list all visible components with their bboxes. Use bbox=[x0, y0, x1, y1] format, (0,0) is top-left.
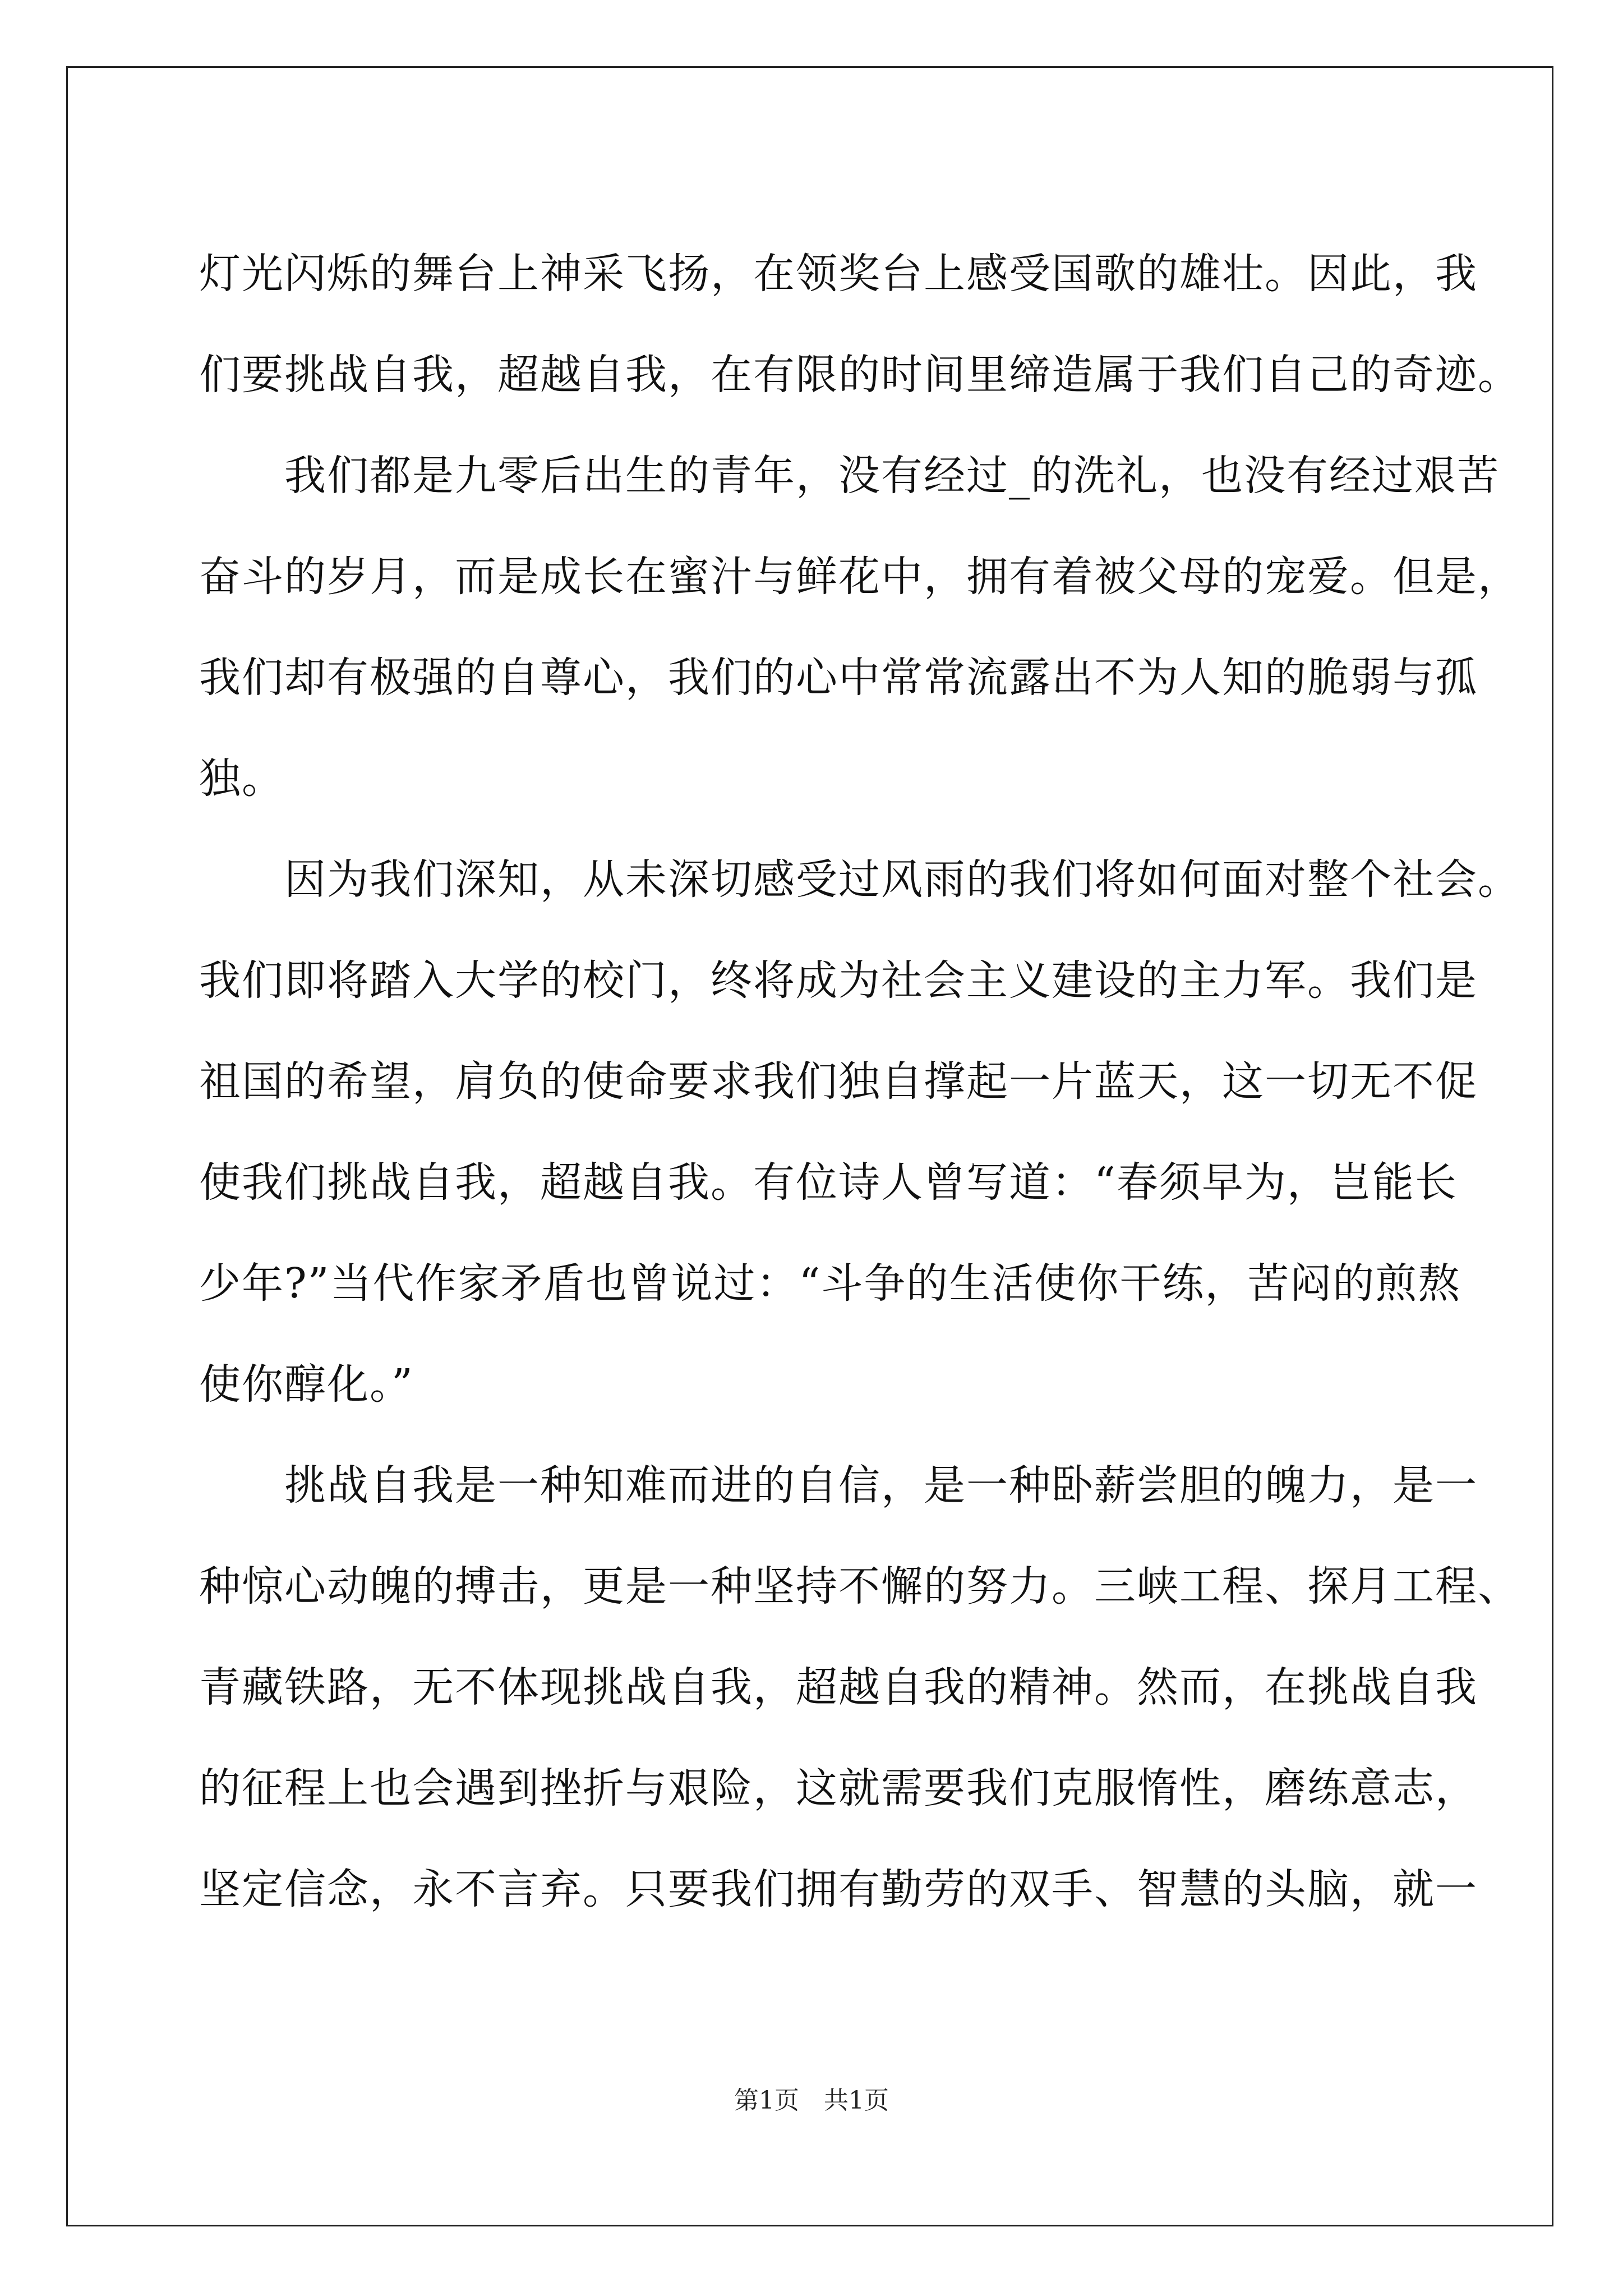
text-line: 少年?”当代作家矛盾也曾说过：“斗争的生活使你干练，苦闷的煎熬 bbox=[199, 1259, 1461, 1308]
text-line: 我们即将踏入大学的校门，终将成为社会主义建设的主力军。我们是 bbox=[199, 956, 1478, 1005]
text-line: 挑战自我是一种知难而进的自信，是一种卧薪尝胆的魄力，是一 bbox=[199, 1461, 1478, 1510]
text-line: 我们都是九零后出生的青年，没有经过_的洗礼，也没有经过艰苦 bbox=[199, 452, 1500, 500]
text-line: 灯光闪烁的舞台上神采飞扬，在领奖台上感受国歌的雄壮。因此，我 bbox=[199, 250, 1478, 298]
text-line: 我们却有极强的自尊心，我们的心中常常流露出不为人知的脆弱与孤 bbox=[199, 654, 1478, 702]
text-line: 独。 bbox=[199, 754, 284, 803]
text-line: 因为我们深知，从未深切感受过风雨的我们将如何面对整个社会。 bbox=[199, 855, 1520, 904]
text-line: 种惊心动魄的搏击，更是一种坚持不懈的努力。三峡工程、探月工程、 bbox=[199, 1562, 1520, 1611]
text-line: 坚定信念，永不言弃。只要我们拥有勤劳的双手、智慧的头脑，就一 bbox=[199, 1865, 1478, 1913]
text-line: 的征程上也会遇到挫折与艰险，这就需要我们克服惰性，磨练意志， bbox=[199, 1764, 1478, 1812]
text-line: 青藏铁路，无不体现挑战自我，超越自我的精神。然而，在挑战自我 bbox=[199, 1663, 1478, 1711]
text-line: 使我们挑战自我，超越自我。有位诗人曾写道：“春须早为，岂能长 bbox=[199, 1158, 1458, 1207]
text-line: 们要挑战自我，超越自我，在有限的时间里缔造属于我们自己的奇迹。 bbox=[199, 351, 1520, 399]
page-footer: 第1页 共1页 bbox=[734, 2086, 889, 2115]
text-line: 祖国的希望，肩负的使命要求我们独自撑起一片蓝天，这一切无不促 bbox=[199, 1057, 1478, 1106]
document-body bbox=[199, 223, 1520, 1940]
text-line: 使你醇化。” bbox=[199, 1360, 414, 1409]
text-line: 奋斗的岁月，而是成长在蜜汁与鲜花中，拥有着被父母的宠爱。但是， bbox=[199, 553, 1520, 601]
